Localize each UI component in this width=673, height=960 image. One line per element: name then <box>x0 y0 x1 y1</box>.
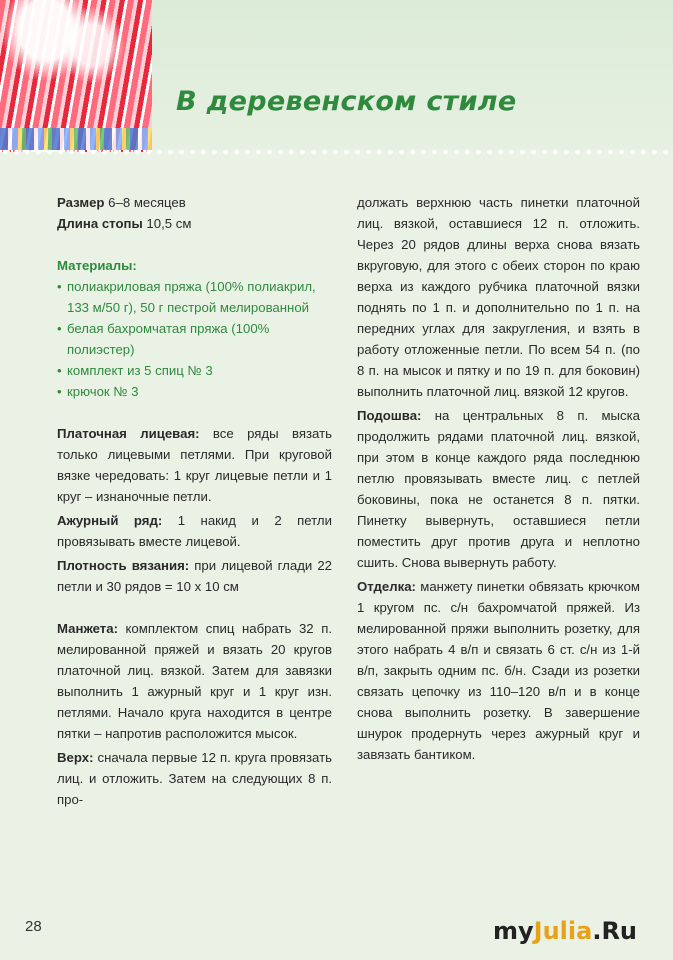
yarn-photo-detail <box>0 128 152 150</box>
paragraph-lace-row: Ажурный ряд: 1 накид и 2 петли провязывать вместе лицевой. <box>57 513 332 549</box>
size-value: 6–8 месяцев <box>104 195 186 210</box>
materials-heading: Материалы: <box>57 258 137 273</box>
paragraph-top-continued: должать верхнюю часть пинетки платочной лиц. вязкой, оставшиеся 12 п. отложить. Через 20 рядов длины верха снова вязать вкруговую, для этого с обеих сторон по краю верха из каждого рубчика платочной вязки поднять по 1 п. и дополнительно по 1 п. на передних углах для закругления, и взять в работу отложенные петли. По всем 54 п. (по 8 п. на мысок и пятку и по 19 п. для боковин) выполнить платочной лиц. вязкой 12 кругов. <box>357 195 640 399</box>
bullet-icon: • <box>57 321 62 336</box>
bullet-icon: • <box>57 279 62 294</box>
bullet-icon: • <box>57 384 62 399</box>
foot-length-label: Длина стопы <box>57 216 143 231</box>
materials-list <box>57 276 332 402</box>
size-label: Размер <box>57 195 105 210</box>
paragraph-cuff: Манжета: комплектом спиц набрать 32 п. мелированной пряжей и вязать 20 кругов платочной лиц. вязкой. Затем для завязки выполнить 1 ажурный круг и 1 круг изн. петлями. Начало круга находится в центре пятки – напротив расположится мысок. <box>57 621 332 741</box>
page-number: 28 <box>25 918 42 935</box>
materials-item: • белая бахромчатая пряжа (100% полиэстер) <box>57 318 332 360</box>
materials-item: • полиакриловая пряжа (100% полиакрил, 133 м/50 г), 50 г пестрой мелированной <box>57 276 332 318</box>
paragraph-gauge: Плотность вязания: при лицевой глади 22 петли и 30 рядов = 10 х 10 см <box>57 558 333 594</box>
dotted-divider <box>0 148 673 156</box>
yarn-photo <box>0 0 152 152</box>
foot-length-line <box>57 213 332 234</box>
left-column <box>57 192 332 810</box>
materials-item: • крючок № 3 <box>57 381 332 402</box>
size-line <box>57 192 332 213</box>
paragraph-garter-stitch: Платочная лицевая: все ряды вязать только лицевыми петлями. При круговой вязке чередовать: 1 круг лицевые петли и 1 круг – изнаночные петли. <box>57 426 333 504</box>
paragraph-sole: Подошва: на центральных 8 п. мыска продолжить рядами платочной лиц. вязкой, при этом в конце каждого ряда последнюю петлю провязывать вместе лиц. с петлей боковины, пока не останется 8 п. пятки. Пинетку вывернуть, оставшиеся петли поместить друг против друга и неплотно сшить. Снова вывернуть работу. <box>357 408 640 570</box>
paragraph-top: Верх: сначала первые 12 п. круга провязать лиц. и отложить. Затем на следующих 8 п. про- <box>57 750 332 807</box>
page-title: В деревенском стиле <box>176 86 517 117</box>
bullet-icon: • <box>57 363 62 378</box>
paragraph-finishing: Отделка: манжету пинетки обвязать крючком 1 кругом пс. с/н бахромчатой пряжей. Из мелированной пряжи выполнить розетку, для этого набрать 4 в/п и связать 6 ст. с/н из 1-й в/п, закрыть одним пс. б/н. Сзади из розетки связать цепочку из 110–120 в/п и в конце снова выполнить розетку. В завершение шнурок продернуть через ажурный круг и завязать бантиком. <box>357 579 640 762</box>
header-strip <box>152 0 673 150</box>
right-column <box>357 192 640 765</box>
site-watermark: myJulia.Ru <box>493 917 638 945</box>
materials-item: • комплект из 5 спиц № 3 <box>57 360 332 381</box>
foot-length-value: 10,5 см <box>142 216 192 231</box>
